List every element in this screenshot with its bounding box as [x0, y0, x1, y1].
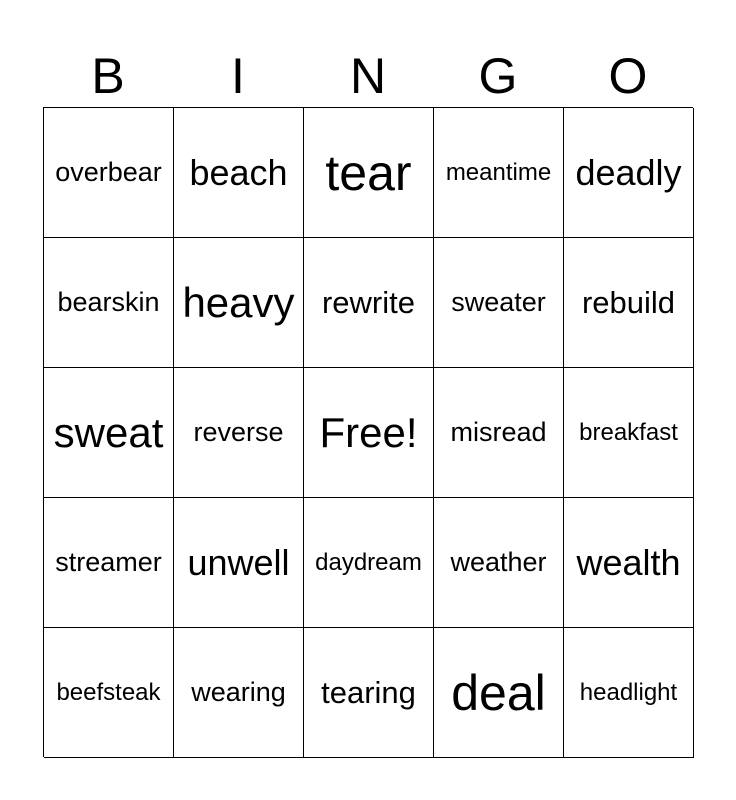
bingo-board — [43, 107, 693, 757]
bingo-cell[interactable]: overbear — [44, 108, 174, 238]
header-letter-o: O — [608, 48, 648, 104]
bingo-cell[interactable]: tear — [304, 108, 434, 238]
header-letter-i: I — [231, 48, 245, 104]
bingo-cell[interactable]: tearing — [304, 628, 434, 758]
bingo-header — [43, 44, 693, 108]
bingo-cell[interactable]: streamer — [44, 498, 174, 628]
bingo-cell[interactable]: bearskin — [44, 238, 174, 368]
bingo-cell[interactable]: unwell — [174, 498, 304, 628]
bingo-cell[interactable]: meantime — [434, 108, 564, 238]
bingo-cell[interactable]: sweater — [434, 238, 564, 368]
bingo-cell[interactable]: misread — [434, 368, 564, 498]
header-letter-b: B — [91, 48, 125, 104]
bingo-cell[interactable]: wearing — [174, 628, 304, 758]
bingo-cell[interactable]: deal — [434, 628, 564, 758]
bingo-cell[interactable]: wealth — [564, 498, 694, 628]
bingo-cell[interactable]: breakfast — [564, 368, 694, 498]
bingo-cell[interactable]: reverse — [174, 368, 304, 498]
bingo-cell[interactable]: beefsteak — [44, 628, 174, 758]
bingo-cell[interactable]: headlight — [564, 628, 694, 758]
bingo-cell[interactable]: deadly — [564, 108, 694, 238]
bingo-cell[interactable]: sweat — [44, 368, 174, 498]
bingo-cell[interactable]: rewrite — [304, 238, 434, 368]
bingo-cell[interactable]: daydream — [304, 498, 434, 628]
bingo-cell[interactable]: rebuild — [564, 238, 694, 368]
bingo-cell[interactable]: weather — [434, 498, 564, 628]
bingo-cell[interactable]: beach — [174, 108, 304, 238]
bingo-cell[interactable]: heavy — [174, 238, 304, 368]
header-letter-n: N — [349, 48, 387, 104]
free-space-cell[interactable]: Free! — [304, 368, 434, 498]
header-letter-g: G — [478, 48, 518, 104]
